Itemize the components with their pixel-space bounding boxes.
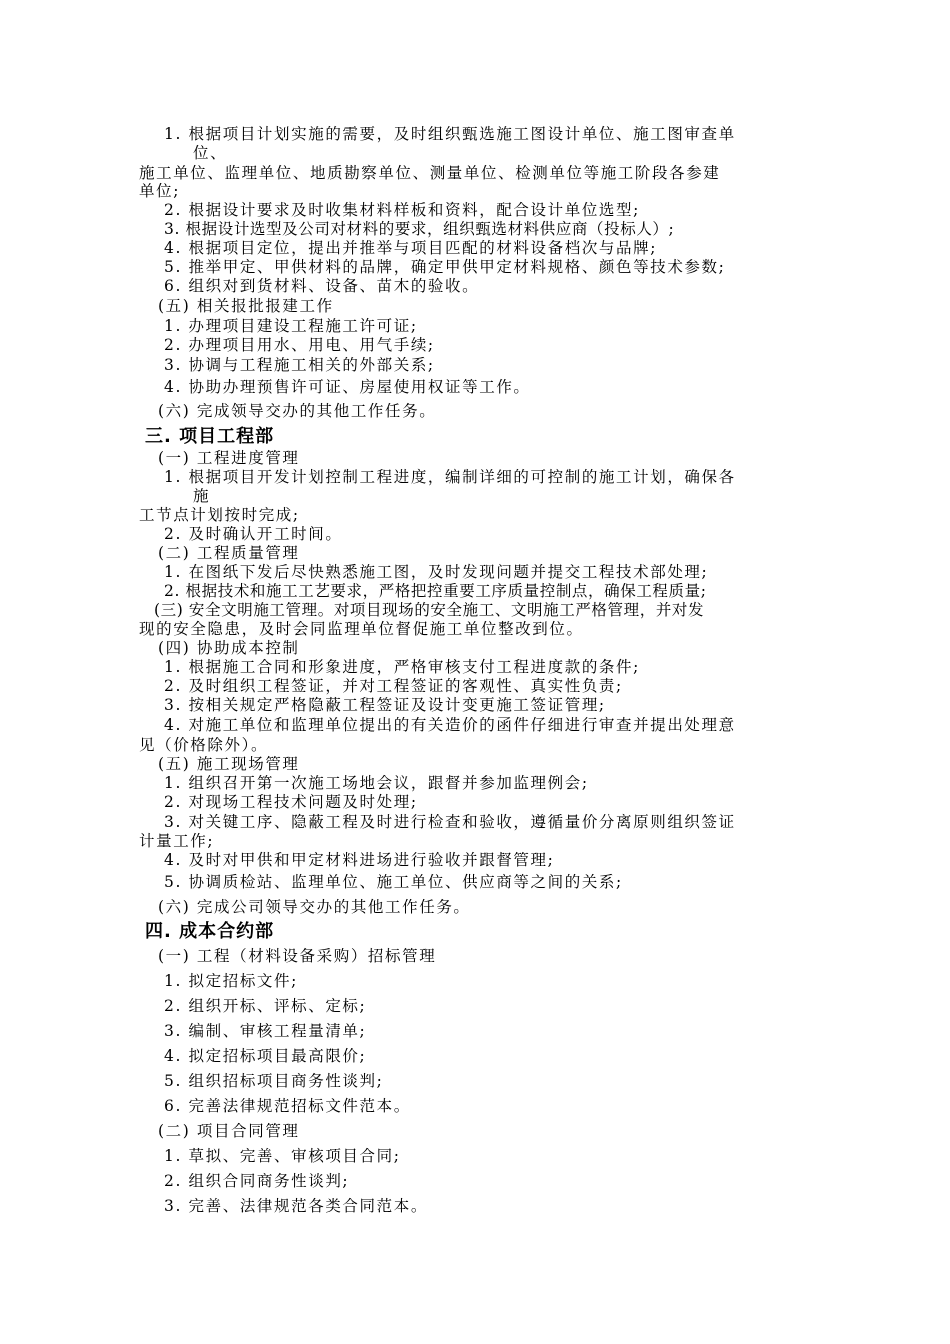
subsection-heading: (二) 工程质量管理 (158, 544, 300, 562)
section-heading: 四. 成本合约部 (145, 921, 275, 942)
list-item: 2. 根据技术和施工工艺要求，严格把控重要工序质量控制点，确保工程质量; (164, 582, 707, 600)
body-text: 单位; (139, 182, 181, 200)
list-item: 3. 对关键工序、隐蔽工程及时进行检查和验收，遵循量价分离原则组织签证 (164, 813, 736, 831)
list-item: 1. 办理项目建设工程施工许可证; (164, 317, 418, 335)
list-item: 3. 按相关规定严格隐蔽工程签证及设计变更施工签证管理; (164, 696, 606, 714)
list-item: 2. 组织合同商务性谈判; (164, 1172, 350, 1190)
list-item: 4. 及时对甲供和甲定材料进场进行验收并跟督管理; (164, 851, 555, 869)
subsection-heading: (一) 工程进度管理 (158, 449, 300, 467)
list-item-continuation: 施 (193, 487, 211, 505)
list-item: 3. 协调与工程施工相关的外部关系; (164, 356, 435, 374)
list-item: 6. 组织对到货材料、设备、苗木的验收。 (164, 277, 480, 295)
list-item: 2. 及时确认开工时间。 (164, 525, 343, 543)
list-item: 2. 组织开标、评标、定标; (164, 997, 367, 1015)
list-item: 3. 编制、审核工程量清单; (164, 1022, 367, 1040)
body-text: 施工单位、监理单位、地质勘察单位、测量单位、检测单位等施工阶段各参建 (139, 164, 721, 182)
body-text: 工节点计划按时完成; (139, 506, 300, 524)
list-item: 1. 在图纸下发后尽快熟悉施工图，及时发现问题并提交工程技术部处理; (164, 563, 709, 581)
subsection-heading: (六) 完成公司领导交办的其他工作任务。 (158, 898, 471, 916)
list-item: 2. 办理项目用水、用电、用气手续; (164, 336, 435, 354)
list-item: 5. 组织招标项目商务性谈判; (164, 1072, 384, 1090)
list-item: 1. 根据项目开发计划控制工程进度，编制详细的可控制的施工计划，确保各 (164, 468, 736, 486)
list-item: 2. 根据设计要求及时收集材料样板和资料，配合设计单位选型; (164, 201, 640, 219)
list-item: 5. 推举甲定、甲供材料的品牌，确定甲供甲定材料规格、颜色等技术参数; (164, 258, 726, 276)
list-item: 1. 拟定招标文件; (164, 972, 298, 990)
list-item: 2. 及时组织工程签证，并对工程签证的客观性、真实性负责; (164, 677, 623, 695)
subsection-heading: (一) 工程（材料设备采购）招标管理 (158, 947, 437, 965)
subsection-heading: (六) 完成领导交办的其他工作任务。 (158, 402, 437, 420)
subsection-heading: (四) 协助成本控制 (158, 639, 300, 657)
body-text: 现的安全隐患，及时会同监理单位督促施工单位整改到位。 (139, 620, 584, 638)
list-item: 4. 拟定招标项目最高限价; (164, 1047, 367, 1065)
subsection-heading: (五) 施工现场管理 (158, 755, 300, 773)
list-item: 2. 对现场工程技术问题及时处理; (164, 793, 418, 811)
subsection-heading: (二) 项目合同管理 (158, 1122, 300, 1140)
section-heading: 三. 项目工程部 (145, 426, 275, 447)
list-item: 4. 根据项目定位，提出并推举与项目匹配的材料设备档次与品牌; (164, 239, 658, 257)
list-item: 1. 草拟、完善、审核项目合同; (164, 1147, 401, 1165)
list-item: 3. 完善、法律规范各类合同范本。 (164, 1197, 428, 1215)
list-item: 5. 协调质检站、监理单位、施工单位、供应商等之间的关系; (164, 873, 623, 891)
list-item: 3. 根据设计选型及公司对材料的要求，组织甄选材料供应商（投标人）; (164, 220, 675, 238)
list-item-continuation: 位、 (193, 144, 228, 162)
body-text: 见（价格除外）。 (139, 736, 269, 754)
list-item: 4. 协助办理预售许可证、房屋使用权证等工作。 (164, 378, 531, 396)
list-item: 6. 完善法律规范招标文件范本。 (164, 1097, 411, 1115)
body-text: 计量工作; (139, 832, 215, 850)
list-item: 1. 根据项目计划实施的需要，及时组织甄选施工图设计单位、施工图审查单 (164, 125, 736, 143)
list-item: 1. 根据施工合同和形象进度，严格审核支付工程进度款的条件; (164, 658, 640, 676)
subsection-heading: (三) 安全文明施工管理。对项目现场的安全施工、文明施工严格管理，并对发 (154, 601, 705, 619)
list-item: 1. 组织召开第一次施工场地会议，跟督并参加监理例会; (164, 774, 589, 792)
list-item: 4. 对施工单位和监理单位提出的有关造价的函件仔细进行审查并提出处理意 (164, 716, 736, 734)
subsection-heading: (五) 相关报批报建工作 (158, 297, 334, 315)
